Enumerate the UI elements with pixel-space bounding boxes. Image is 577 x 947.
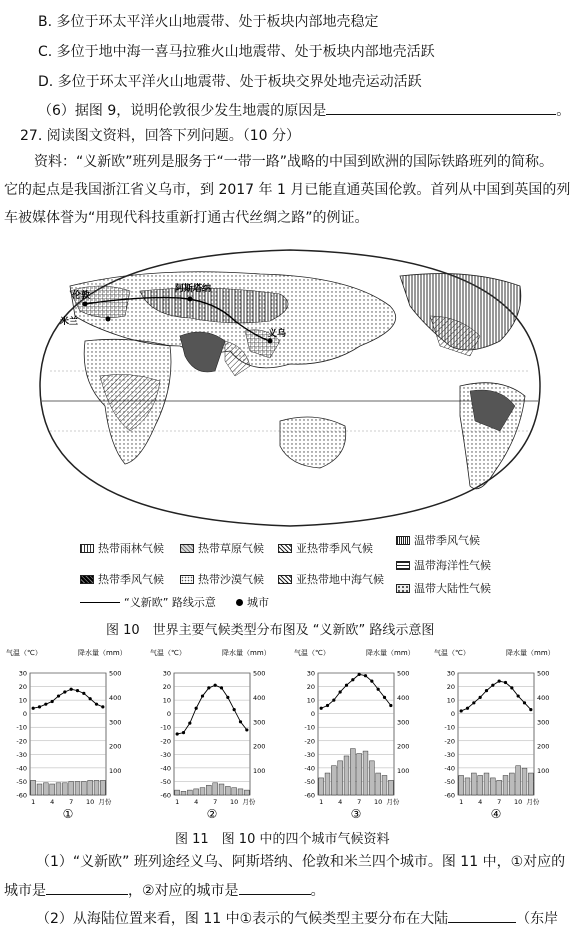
temp-point — [498, 680, 501, 683]
temp-point — [529, 708, 532, 711]
precip-bar — [175, 790, 180, 795]
temp-point — [32, 707, 35, 710]
temp-tick-label: -20 — [304, 737, 315, 746]
month-tick-label: 1 — [175, 798, 180, 806]
temp-tick-label: -40 — [160, 764, 171, 773]
temp-tick-label: -60 — [160, 791, 171, 800]
legend-city: 城市 — [236, 594, 269, 610]
precip-bar — [522, 768, 527, 795]
month-tick-label: 10 — [374, 798, 383, 806]
yiwu-city-dot — [268, 339, 273, 344]
precip-tick-label: 300 — [537, 718, 550, 727]
temp-tick-label: -60 — [16, 791, 27, 800]
precip-bar — [62, 783, 67, 795]
precip-bar — [376, 773, 381, 795]
temp-point — [44, 703, 47, 706]
temp-point — [510, 686, 513, 689]
temp-point — [504, 681, 507, 684]
precip-bar — [478, 775, 483, 795]
temp-axis-label: 气温（℃） — [434, 649, 470, 657]
precip-tick-label: 500 — [537, 669, 550, 678]
precip-bar — [37, 784, 42, 795]
temp-point — [472, 701, 475, 704]
option-d: D. 多位于环太平洋火山地震带、处于板块交界处地壳运动活跃 — [38, 74, 422, 90]
temp-tick-label: 30 — [162, 669, 171, 678]
precip-bar — [206, 785, 211, 795]
legend-temperate-continental: 温带大陆性气候 — [396, 580, 491, 596]
temp-point — [364, 674, 367, 677]
option-c: C. 多位于地中海一喜马拉雅火山地震带、处于板块内部地壳活跃 — [38, 44, 435, 60]
city-dot-icon — [236, 599, 243, 606]
precip-bar — [363, 751, 368, 795]
temp-tick-label: -50 — [444, 777, 455, 786]
precip-bar — [357, 754, 362, 795]
legend-tropical-savanna: 热带草原气候 — [180, 540, 264, 556]
temp-point — [101, 705, 104, 708]
temp-tick-label: 10 — [306, 696, 315, 705]
precip-bar — [56, 783, 61, 795]
temp-tick-label: 0 — [450, 710, 455, 719]
tropical-savanna-swatch-icon — [180, 544, 194, 553]
month-tick-label: 7 — [69, 798, 74, 806]
temp-point — [383, 696, 386, 699]
precip-bar — [244, 790, 249, 795]
plot-frame — [174, 673, 250, 795]
temp-line — [461, 681, 531, 711]
precip-bar — [219, 784, 224, 795]
temp-tick-label: -20 — [16, 737, 27, 746]
precip-bar — [350, 749, 355, 795]
temp-point — [220, 686, 223, 689]
temp-point — [345, 684, 348, 687]
precip-bar — [94, 780, 99, 795]
precip-tick-label: 200 — [397, 742, 410, 751]
precip-tick-label: 100 — [253, 767, 266, 776]
precip-bar — [497, 780, 502, 795]
temp-line — [177, 685, 247, 734]
temp-line — [321, 674, 391, 708]
temp-point — [326, 704, 329, 707]
precip-tick-label: 300 — [253, 718, 266, 727]
precip-bar — [516, 766, 521, 795]
temp-point — [38, 705, 41, 708]
answer-blank-2[interactable] — [239, 880, 311, 895]
precip-bar — [69, 782, 74, 795]
temp-point — [226, 696, 229, 699]
temp-tick-label: 20 — [18, 683, 27, 692]
temp-point — [358, 673, 361, 676]
precip-bar — [465, 778, 470, 795]
precip-tick-label: 500 — [253, 669, 266, 678]
temperate-oceanic-swatch-icon — [396, 561, 410, 570]
precip-tick-label: 200 — [253, 742, 266, 751]
material-line-1: 资料：“义新欧”班列是服务于“一带一路”战略的中国到欧洲的国际铁路班列的简称。 — [34, 154, 554, 170]
legend-mediterranean: 亚热带地中海气候 — [278, 571, 384, 587]
london-city-dot — [83, 302, 88, 307]
precip-tick-label: 100 — [537, 767, 550, 776]
month-tick-label: 4 — [478, 798, 483, 806]
question-6-text: （6）据图 9，说明伦敦很少发生地震的原因是 — [38, 103, 327, 119]
precip-bar — [238, 789, 243, 795]
temp-tick-label: 30 — [306, 669, 315, 678]
temp-tick-label: 20 — [306, 683, 315, 692]
precip-bar — [319, 778, 324, 795]
precip-tick-label: 400 — [397, 693, 410, 702]
temp-point — [485, 689, 488, 692]
temp-point — [63, 690, 66, 693]
month-tick-label: 4 — [50, 798, 55, 806]
legend-tropical-rainforest: 热带雨林气候 — [80, 540, 164, 556]
temp-point — [332, 699, 335, 702]
question-2: （2）从海陆位置来看，图 11 中①表示的气候类型主要分布在大陆 （东岸 — [36, 908, 558, 929]
temp-tick-label: -20 — [160, 737, 171, 746]
temp-point — [89, 697, 92, 700]
answer-blank-1[interactable] — [46, 880, 128, 895]
legend-route: “义新欧” 路线示意 — [80, 594, 216, 610]
temp-tick-label: -40 — [304, 764, 315, 773]
temp-point — [188, 722, 191, 725]
precip-bar — [471, 773, 476, 795]
precip-axis-label: 降水量（mm） — [366, 649, 415, 657]
precip-bar — [75, 782, 80, 795]
temp-tick-label: 10 — [162, 696, 171, 705]
precip-bar — [81, 782, 86, 795]
tropical-rainforest-swatch-icon — [80, 544, 94, 553]
precip-axis-label: 降水量（mm） — [222, 649, 271, 657]
climate-chart-1 — [4, 645, 132, 820]
astana-city-dot — [188, 297, 193, 302]
legend-tropical-desert: 热带沙漠气候 — [180, 571, 264, 587]
temp-point — [239, 720, 242, 723]
temp-tick-label: -30 — [160, 750, 171, 759]
temp-tick-label: -50 — [160, 777, 171, 786]
temp-point — [377, 688, 380, 691]
plot-frame — [30, 673, 106, 795]
climate-chart-4 — [432, 645, 560, 820]
precip-tick-label: 400 — [109, 693, 122, 702]
temp-tick-label: 10 — [446, 696, 455, 705]
temp-tick-label: -50 — [304, 777, 315, 786]
precip-tick-label: 500 — [397, 669, 410, 678]
precip-bar — [213, 783, 218, 795]
temp-point — [176, 732, 179, 735]
temp-axis-label: 气温（℃） — [294, 649, 330, 657]
temperate-continental-swatch-icon — [396, 584, 410, 593]
temp-point — [57, 694, 60, 697]
climate-chart-3 — [292, 645, 420, 820]
option-b: B. 多位于环太平洋火山地震带、处于板块内部地壳稳定 — [38, 14, 379, 30]
temp-point — [76, 689, 79, 692]
month-unit-label: 月份 — [242, 798, 256, 806]
precip-bar — [382, 775, 387, 795]
temp-point — [195, 707, 198, 710]
climate-chart-2 — [148, 645, 276, 820]
temp-tick-label: -10 — [16, 723, 27, 732]
temp-point — [460, 709, 463, 712]
precip-tick-label: 100 — [397, 767, 410, 776]
month-tick-label: 1 — [31, 798, 36, 806]
chart-number-label: ③ — [350, 807, 362, 820]
precip-bar — [338, 761, 343, 795]
precip-tick-label: 100 — [109, 767, 122, 776]
precip-bar — [528, 773, 533, 795]
temp-tick-label: -60 — [444, 791, 455, 800]
temp-point — [517, 694, 520, 697]
precip-bar — [100, 780, 105, 795]
month-tick-label: 7 — [213, 798, 218, 806]
temp-tick-label: 0 — [310, 710, 315, 719]
precip-bar — [331, 766, 336, 795]
precip-bar — [344, 756, 349, 795]
precip-tick-label: 200 — [109, 742, 122, 751]
precip-bar — [88, 780, 93, 795]
map-label-astana: 阿斯塔纳 — [175, 284, 212, 294]
temp-point — [233, 708, 236, 711]
subtropical-monsoon-swatch-icon — [278, 544, 292, 553]
precip-bar — [503, 775, 508, 795]
temp-point — [82, 692, 85, 695]
temp-point — [245, 728, 248, 731]
temp-point — [523, 701, 526, 704]
temp-tick-label: -20 — [444, 737, 455, 746]
precip-bar — [369, 761, 374, 795]
temp-tick-label: -40 — [444, 764, 455, 773]
temp-point — [207, 686, 210, 689]
temp-tick-label: 30 — [18, 669, 27, 678]
temp-point — [339, 690, 342, 693]
temp-tick-label: -30 — [16, 750, 27, 759]
tropical-monsoon-swatch-icon — [80, 575, 94, 584]
temp-tick-label: 0 — [22, 710, 27, 719]
precip-tick-label: 400 — [537, 693, 550, 702]
precip-bar — [50, 784, 55, 795]
milan-city-dot — [106, 317, 111, 322]
temp-point — [389, 704, 392, 707]
legend-temperate-monsoon: 温带季风气候 — [396, 532, 480, 548]
temp-line — [33, 689, 103, 708]
precip-bar — [388, 780, 393, 795]
chart-number-label: ① — [62, 807, 74, 820]
map-label-london: 伦敦 — [72, 291, 91, 301]
answer-blank-3[interactable] — [448, 908, 516, 923]
precip-bar — [187, 790, 192, 795]
month-tick-label: 10 — [230, 798, 239, 806]
precip-tick-label: 400 — [253, 693, 266, 702]
temp-tick-label: 10 — [18, 696, 27, 705]
chart-number-label: ② — [206, 807, 218, 820]
map-label-yiwu: 义乌 — [268, 329, 287, 339]
precip-axis-label: 降水量（mm） — [506, 649, 555, 657]
precip-tick-label: 300 — [397, 718, 410, 727]
world-climate-map — [30, 246, 550, 532]
temp-tick-label: -30 — [444, 750, 455, 759]
chart-number-label: ④ — [490, 807, 502, 820]
temp-tick-label: -10 — [304, 723, 315, 732]
question-6-end: 。 — [556, 103, 571, 119]
precip-bar — [200, 788, 205, 795]
temp-tick-label: -10 — [444, 723, 455, 732]
precip-tick-label: 300 — [109, 718, 122, 727]
temp-tick-label: 20 — [162, 683, 171, 692]
temp-axis-label: 气温（℃） — [150, 649, 186, 657]
question-6 — [38, 100, 570, 121]
month-tick-label: 4 — [338, 798, 343, 806]
figure-11-caption: 图 11 图 10 中的四个城市气候资料 — [175, 832, 390, 847]
temp-tick-label: 0 — [166, 710, 171, 719]
temp-tick-label: -60 — [304, 791, 315, 800]
temp-point — [351, 678, 354, 681]
temp-tick-label: -40 — [16, 764, 27, 773]
month-unit-label: 月份 — [386, 798, 400, 806]
mediterranean-swatch-icon — [278, 575, 292, 584]
material-line-3: 车被媒体誉为“用现代科技重新打通古代丝绸之路”的例证。 — [4, 210, 369, 226]
temp-point — [466, 707, 469, 710]
legend-tropical-monsoon: 热带季风气候 — [80, 571, 164, 587]
legend-temperate-oceanic: 温带海洋性气候 — [396, 557, 491, 573]
temp-point — [95, 703, 98, 706]
map-label-milan: 米兰 — [60, 317, 79, 327]
answer-blank[interactable] — [326, 100, 556, 115]
precip-bar — [325, 773, 330, 795]
temp-point — [70, 688, 73, 691]
month-unit-label: 月份 — [526, 798, 540, 806]
precip-bar — [194, 789, 199, 795]
material-line-2: 它的起点是我国浙江省义乌市，到 2017 年 1 月已能直通英国伦敦。首列从中国到英国的列 — [4, 182, 571, 198]
temp-tick-label: -50 — [16, 777, 27, 786]
temp-point — [479, 696, 482, 699]
precip-bar — [31, 780, 36, 795]
temperate-monsoon-swatch-icon — [396, 536, 410, 545]
temp-point — [370, 680, 373, 683]
month-tick-label: 1 — [319, 798, 324, 806]
temp-axis-label: 气温（℃） — [6, 649, 42, 657]
temp-tick-label: -10 — [160, 723, 171, 732]
figure-10-caption: 图 10 世界主要气候类型分布图及 “义新欧” 路线示意图 — [106, 623, 435, 638]
temp-tick-label: 20 — [446, 683, 455, 692]
month-tick-label: 10 — [514, 798, 523, 806]
precip-bar — [509, 773, 514, 795]
temp-point — [51, 700, 54, 703]
month-unit-label: 月份 — [98, 798, 112, 806]
precip-bar — [490, 778, 495, 795]
precip-tick-label: 200 — [537, 742, 550, 751]
precip-bar — [232, 788, 237, 795]
temp-tick-label: 30 — [446, 669, 455, 678]
month-tick-label: 7 — [357, 798, 362, 806]
temp-tick-label: -30 — [304, 750, 315, 759]
route-line-icon — [80, 602, 120, 603]
temp-point — [182, 731, 185, 734]
precip-bar — [181, 791, 186, 795]
month-tick-label: 1 — [459, 798, 464, 806]
legend-subtropical-monsoon: 亚热带季风气候 — [278, 540, 373, 556]
question-1-line-1: （1）“义新欧” 班列途经义乌、阿斯塔纳、伦敦和米兰四个城市。图 11 中，①对应的 — [36, 854, 566, 870]
question-1-line-2: 城市是 ，②对应的城市是 。 — [4, 880, 325, 901]
precip-bar — [43, 783, 48, 795]
month-tick-label: 7 — [497, 798, 502, 806]
temp-point — [214, 684, 217, 687]
precip-axis-label: 降水量（mm） — [78, 649, 127, 657]
tropical-desert-swatch-icon — [180, 575, 194, 584]
month-tick-label: 4 — [194, 798, 199, 806]
precip-tick-label: 500 — [109, 669, 122, 678]
month-tick-label: 10 — [86, 798, 95, 806]
temp-point — [491, 684, 494, 687]
precip-bar — [225, 786, 230, 795]
question-27-heading: 27. 阅读图文资料，回答下列问题。（10 分） — [20, 128, 300, 144]
temp-point — [201, 694, 204, 697]
precip-bar — [484, 773, 489, 795]
precip-bar — [459, 775, 464, 795]
temp-point — [320, 707, 323, 710]
